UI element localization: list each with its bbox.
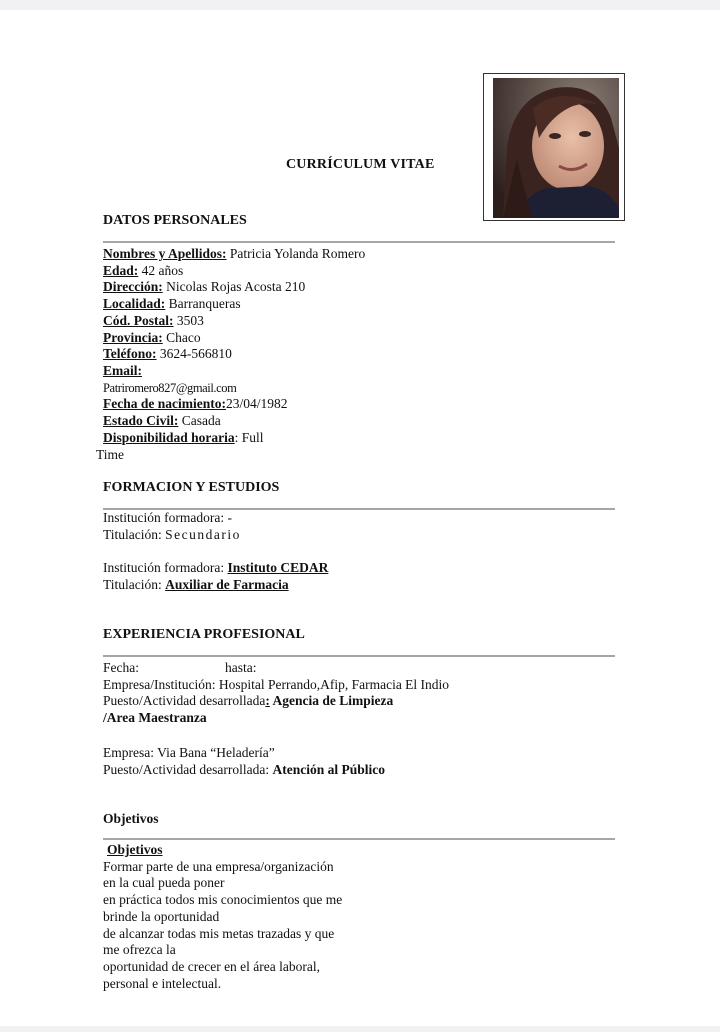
education-institution-row: [103, 510, 241, 527]
role-value: Agencia de Limpieza: [269, 693, 394, 709]
objectives-line: en práctica todos mis conocimientos que me: [103, 892, 343, 908]
availability-value: : Full: [234, 429, 264, 445]
cv-page: [0, 10, 720, 1026]
personal-address-row: [103, 279, 365, 296]
institution-label: Institución formadora:: [103, 510, 228, 525]
civil-label: Estado Civil:: [103, 413, 179, 429]
education-entry: [103, 510, 241, 543]
objectives-line: de alcanzar todas mis metas trazadas y que: [103, 925, 335, 941]
objectives-block: [103, 842, 342, 992]
name-label: Nombres y Apellidos:: [103, 246, 227, 261]
objectives-subheading: Objetivos: [107, 842, 163, 857]
personal-birth-row: [103, 396, 365, 413]
title-value: Auxiliar de Farmacia: [165, 576, 289, 592]
company-value: Via Bana “Heladería”: [157, 745, 275, 760]
locality-label: Localidad:: [103, 296, 166, 312]
personal-locality-row: [103, 296, 365, 313]
section-heading-objectives: Objetivos: [103, 811, 159, 826]
experience-company-row: [103, 745, 385, 762]
section-divider: [103, 838, 615, 840]
objectives-line: Formar parte de una empresa/organización: [103, 858, 334, 874]
education-entry: [103, 560, 328, 593]
section-heading-personal: DATOS PERSONALES: [103, 213, 247, 228]
section-divider: [103, 655, 615, 657]
age-label: Edad:: [103, 262, 139, 278]
profile-photo-frame: [483, 73, 625, 221]
address-value: Nicolas Rojas Acosta 210: [162, 279, 306, 295]
personal-postal-row: [103, 313, 365, 330]
personal-email-row: [103, 363, 365, 380]
institution-value: -: [227, 510, 232, 525]
section-heading-experience: EXPERIENCIA PROFESIONAL: [103, 627, 305, 642]
birth-value: 23/04/1982: [225, 396, 288, 412]
birth-label: Fecha de nacimiento:: [103, 396, 226, 412]
experience-role-row: [103, 693, 449, 710]
province-label: Provincia:: [103, 329, 163, 345]
personal-province-row: [103, 330, 365, 347]
company-value: Hospital Perrando,Afip, Farmacia El Indio: [218, 676, 450, 692]
section-heading-education: FORMACION Y ESTUDIOS: [103, 480, 280, 495]
institution-label: Institución formadora:: [103, 560, 228, 575]
experience-company-row: [103, 677, 449, 694]
title-value: Secundario: [165, 526, 241, 542]
address-label: Dirección:: [103, 279, 163, 295]
postal-value: 3503: [173, 312, 204, 328]
objectives-line: brinde la oportunidad: [103, 908, 220, 924]
personal-phone-row: [103, 346, 365, 363]
title-label: Titulación:: [103, 526, 166, 542]
experience-entry: [103, 745, 385, 778]
personal-age-row: [103, 263, 365, 280]
role-value: Atención al Público: [272, 761, 385, 777]
education-institution-row: [103, 560, 328, 577]
objectives-line: personal e intelectual.: [103, 975, 222, 991]
objectives-line: oportunidad de crecer en el área laboral,: [103, 958, 321, 974]
profile-photo-image: [493, 78, 619, 218]
date-label: Fecha:: [103, 660, 139, 675]
phone-label: Teléfono:: [103, 346, 157, 362]
objectives-subheading-row: [103, 842, 342, 859]
availability-continuation: Time: [96, 447, 125, 462]
role-value-continuation: /Area Maestranza: [103, 710, 207, 726]
locality-value: Barranqueras: [165, 296, 241, 312]
education-title-row: [103, 527, 241, 544]
role-label: Puesto/Actividad desarrollada:: [103, 761, 273, 777]
objectives-line: me ofrezca la: [103, 942, 176, 958]
section-divider: [103, 241, 615, 243]
postal-label: Cód. Postal:: [103, 312, 174, 328]
experience-date-row: [103, 660, 449, 677]
email-label: Email:: [103, 362, 142, 378]
personal-name-row: [103, 246, 365, 263]
personal-availability-row: [103, 430, 365, 447]
civil-value: Casada: [178, 413, 221, 429]
until-label: hasta:: [225, 660, 257, 675]
profile-photo: [493, 78, 619, 218]
personal-email-value-row: [103, 380, 365, 397]
phone-value: 3624-566810: [156, 346, 232, 362]
experience-role-row: [103, 762, 385, 779]
experience-role-continuation: [103, 710, 449, 727]
company-label: Empresa:: [103, 745, 158, 760]
role-label: Puesto/Actividad desarrollada: [103, 693, 266, 709]
institution-value: Instituto CEDAR: [227, 560, 329, 575]
province-value: Chaco: [162, 329, 201, 345]
personal-civil-row: [103, 413, 365, 430]
education-title-row: [103, 577, 328, 594]
title-label: Titulación:: [103, 576, 166, 592]
personal-data-block: [103, 246, 365, 446]
email-value[interactable]: Patriromero827@gmail.com: [103, 380, 237, 395]
role-colon: :: [265, 693, 270, 709]
objectives-line: en la cual pueda poner: [103, 875, 225, 891]
availability-label: Disponibilidad horaria: [103, 429, 235, 445]
age-value: 42 años: [138, 262, 184, 278]
document-title: CURRÍCULUM VITAE: [286, 157, 435, 172]
name-value: Patricia Yolanda Romero: [226, 246, 366, 261]
company-label: Empresa/Institución:: [103, 676, 219, 692]
experience-entry: [103, 660, 449, 727]
